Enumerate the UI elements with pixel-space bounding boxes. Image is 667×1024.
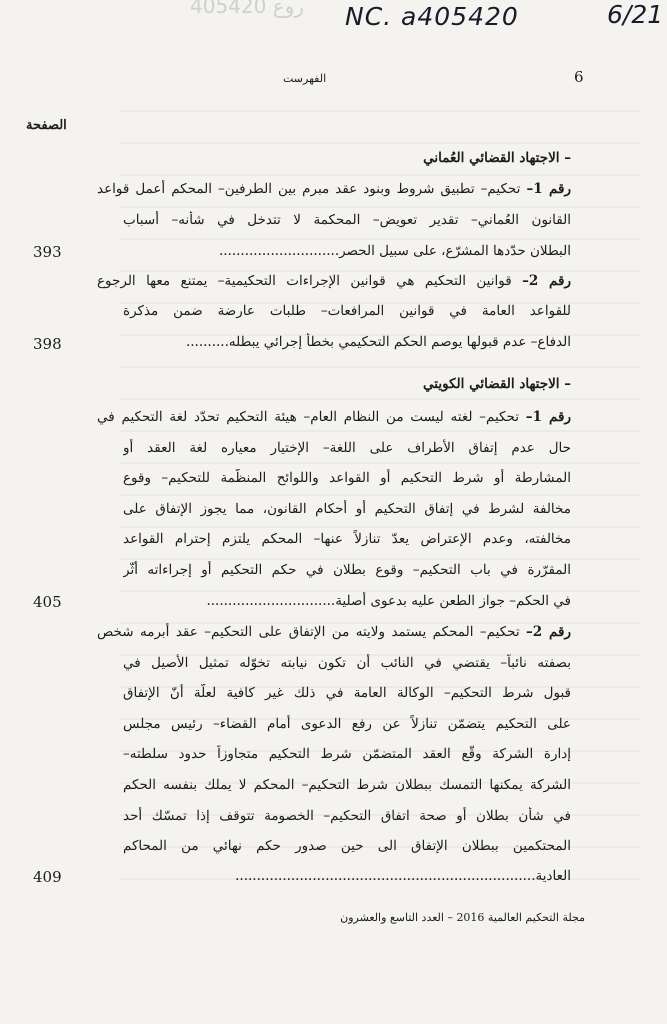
toc-entry-line: في شأن بطلان أو صحة اتفاق التحكيم– الخصومة تتوقف إذا تمسّك أحد [123,808,571,824]
page-column-heading: الصفحة [26,118,67,133]
toc-entry-line: في الحكم– جواز الطعن عليه بدعوى أصلية.............................. [206,593,571,609]
toc-entry-line: مخالفته، وعدم الإعتراض يعدّ تنازلاً عنها– المحكم يلتزم إحترام القواعد [123,531,571,547]
handwritten-page-tag: 6/21 [607,0,664,29]
entry-label: رقم 1– [526,181,571,197]
toc-page-number: 398 [33,335,62,353]
toc-entry-line: المشارطة أو شرط التحكيم أو القواعد واللوائح المنظّمة للتحكيم– وقوع [123,470,571,486]
entry-label: رقم 2– [522,273,571,289]
toc-entry-line: إدارة الشركة وقّع العقد المتضمّن شرط التحكيم متجاوزاً حدود سلطته– [123,746,571,762]
journal-footer: مجلة التحكيم العالمية 2016 – العدد التاسع والعشرون [340,911,585,924]
handwritten-reference: NC. a405420 [345,2,519,31]
toc-entry-line: رقم 1– تحكيم– لغته ليست من النظام العام– هيئة التحكيم تحدّد لغة التحكيم في [97,409,571,425]
entry-label: رقم 2– [526,624,571,640]
toc-entry-line: مخالفة لشرط في إتفاق التحكيم أو أحكام القانون، مما يجوز الإتفاق على [123,501,571,517]
toc-page-number: 409 [33,868,62,886]
toc-entry-line: حال عدم إتفاق الأطراف على اللغة– الإختيار معياره لغة العقد أو [123,440,571,456]
section-title-omani: – الاجتهاد القضائي العُماني [423,150,571,166]
toc-entry-line: على التحكيم يتضمّن تنازلاً عن رفع الدعوى أمام القضاء– رئيس مجلس [123,716,571,732]
header-title: الفهرست [283,72,327,85]
toc-entry-line: الشركة يمكنها التمسك ببطلان شرط التحكيم– المحكم لا يملك بنفسه الحكم [123,777,571,793]
toc-entry-line: للقواعد العامة في قوانين المرافعات– طلبات عارضة ضمن مذكرة [123,303,571,319]
toc-entry-line: رقم 1– تحكيم– تطبيق شروط وبنود عقد مبرم بين الطرفين– المحكم أعمل قواعد [97,181,571,197]
toc-entry-line: رقم 2– تحكيم– المحكم يستمد ولايته من الإتفاق على التحكيم– عقد أبرمه شخص [97,624,571,640]
toc-entry-line: القانون العُماني– تقدير تعويض– المحكمة لا تتدخل في شأنه– أسباب [123,212,571,228]
toc-entry-line: رقم 2– قوانين التحكيم هي قوانين الإجراءات التحكيمية– يمتنع معها الرجوع [97,273,571,289]
toc-page-number: 405 [33,593,62,611]
entry-label: رقم 1– [525,409,571,425]
toc-entry-line: البطلان حدّدها المشرّع، على سبيل الحصر............................ [218,243,571,259]
toc-page-number: 393 [33,243,62,261]
toc-entry-line: بصفته نائباً– يقتضي في النائب أن تكون نيابته تخوّله تمثيل الأصيل في [123,655,571,671]
toc-entry-line: العادية...................................................................... [235,868,571,884]
toc-entry-line: المقرّرة في باب التحكيم– وقوع بطلان في حكم التحكيم أو إجراءاته أثّر [123,562,571,578]
toc-entry-line: الدفاع– عدم قبولها يوصم الحكم التحكيمي بخطأ إجرائي يبطله.......... [185,334,571,350]
page-number: 6 [574,68,584,86]
faint-handwriting: ﺭﻭﻉ 405420 [190,0,304,18]
toc-entry-line: المحتكمين ببطلان الإتفاق الى حين صدور حكم نهائي من المحاكم [123,838,571,854]
section-title-kuwaiti: – الاجتهاد القضائي الكويتي [423,376,571,392]
toc-entry-line: قبول شرط التحكيم– الوكالة العامة في ذلك غير كافية لعلّة أنّ الإتفاق [123,685,571,701]
